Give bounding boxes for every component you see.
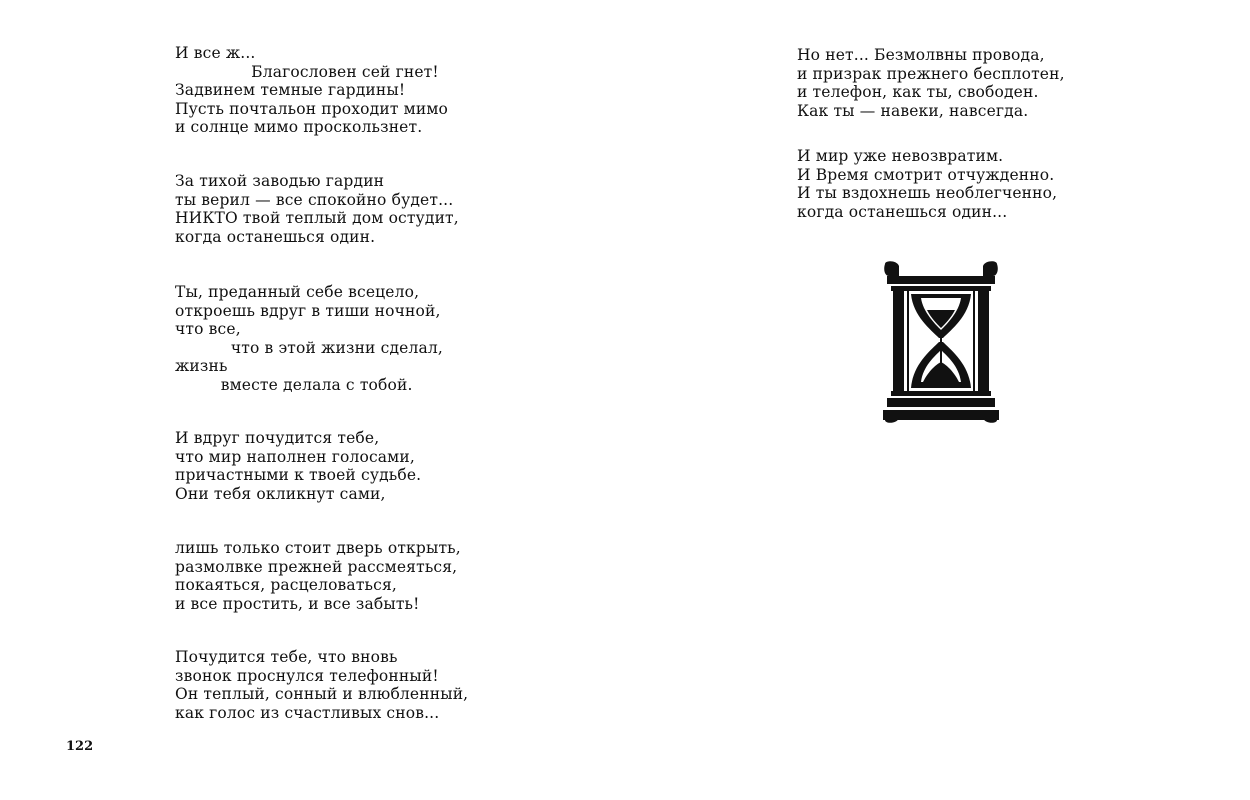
poem-line: И вдруг почудится тебе, bbox=[175, 429, 380, 447]
stanza-5 bbox=[175, 539, 461, 613]
poem-line: когда останешься один... bbox=[797, 202, 1008, 221]
poem-line: покаяться, расцеловаться, bbox=[175, 576, 397, 595]
stanza-6 bbox=[175, 648, 468, 722]
stanza-2 bbox=[175, 172, 459, 246]
poem-line: и солнце мимо проскользнет. bbox=[175, 118, 423, 137]
poem-line: размолвке прежней рассмеяться, bbox=[175, 557, 458, 576]
poem-line: Ты, преданный себе всецело, bbox=[175, 283, 420, 301]
poem-line: жизнь bbox=[175, 357, 228, 376]
poem-line: что все, bbox=[175, 320, 241, 339]
poem-line: что в этой жизни сделал, bbox=[175, 338, 443, 357]
poem-line: Задвинем темные гардины! bbox=[175, 81, 406, 100]
poem-line: Как ты — навеки, навсегда. bbox=[797, 101, 1029, 120]
poem-line: Почудится тебе, что вновь bbox=[175, 648, 398, 666]
stanza-8 bbox=[797, 147, 1057, 221]
poem-line: Но нет... Безмолвны провода, bbox=[797, 46, 1045, 64]
poem-line: когда останешься один. bbox=[175, 227, 376, 246]
stanza-3 bbox=[175, 283, 443, 395]
poem-line: Они тебя окликнут сами, bbox=[175, 484, 386, 503]
page-number: 122 bbox=[66, 739, 94, 754]
poem-line: вместе делала с тобой. bbox=[175, 375, 413, 394]
poem-line: звонок проснулся телефонный! bbox=[175, 666, 439, 685]
poem-line: И все ж... bbox=[175, 44, 256, 62]
poem-line: НИКТО твой теплый дом остудит, bbox=[175, 209, 459, 228]
poem-line: Пусть почтальон проходит мимо bbox=[175, 99, 449, 118]
right-page bbox=[625, 0, 1250, 800]
poem-line: За тихой заводью гардин bbox=[175, 172, 385, 190]
poem-line: и призрак прежнего бесплотен, bbox=[797, 64, 1065, 83]
poem-line: Благословен сей гнет! bbox=[175, 62, 439, 81]
poem-line: и все простить, и все забыть! bbox=[175, 594, 420, 613]
stanza-7 bbox=[797, 46, 1065, 120]
hourglass-ornament-icon bbox=[881, 258, 1001, 426]
poem-line: что мир наполнен голосами, bbox=[175, 447, 415, 466]
poem-line: и телефон, как ты, свободен. bbox=[797, 83, 1039, 102]
stanza-1 bbox=[175, 44, 448, 137]
poem-line: откроешь вдруг в тиши ночной, bbox=[175, 301, 441, 320]
poem-line: лишь только стоит дверь открыть, bbox=[175, 539, 461, 557]
poem-line: И мир уже невозвратим. bbox=[797, 147, 1004, 165]
poem-line: причастными к твоей судьбе. bbox=[175, 466, 422, 485]
poem-line: И Время смотрит отчужденно. bbox=[797, 165, 1055, 184]
poem-line: ты верил — все спокойно будет... bbox=[175, 190, 454, 209]
poem-line: И ты вздохнешь необлегченно, bbox=[797, 184, 1058, 203]
poem-line: Он теплый, сонный и влюбленный, bbox=[175, 685, 469, 704]
poem-line: как голос из счастливых снов... bbox=[175, 703, 440, 722]
stanza-4 bbox=[175, 429, 421, 503]
